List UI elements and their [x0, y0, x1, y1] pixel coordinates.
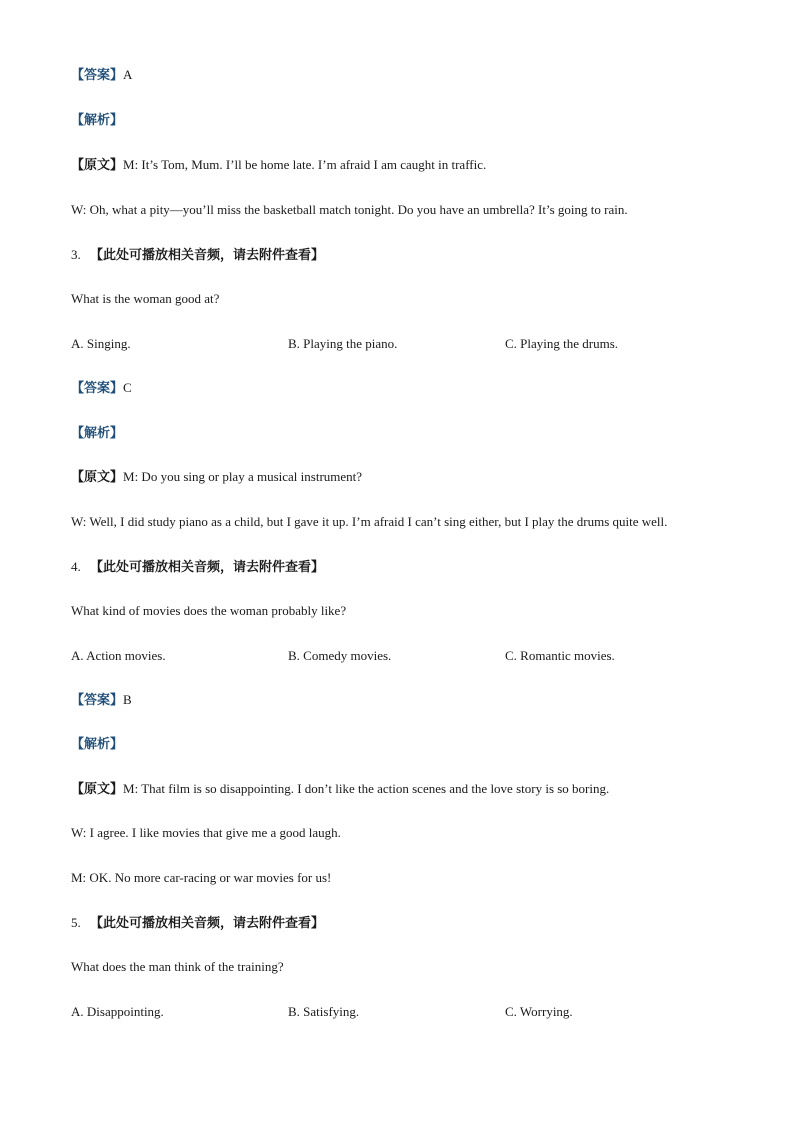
analysis-tag: 【解析】 [71, 737, 124, 752]
answer-tag: 【答案】 [71, 68, 124, 83]
answer-value: B [123, 692, 132, 707]
option-b: B. Satisfying. [288, 1004, 360, 1019]
question-number: 4. [71, 559, 81, 574]
option-c: C. Worrying. [505, 1004, 573, 1019]
option-a: A. Singing. [71, 336, 131, 351]
analysis-line [71, 425, 123, 442]
question-header [71, 915, 324, 932]
transcript-line: M: OK. No more car-racing or war movies for us! [71, 870, 332, 885]
option-c: C. Romantic movies. [505, 648, 615, 663]
transcript-line [71, 781, 609, 798]
transcript-text: M: Do you sing or play a musical instrument? [123, 469, 363, 484]
answer-tag: 【答案】 [71, 381, 124, 396]
transcript-tag: 【原文】 [71, 470, 124, 485]
option-a: A. Disappointing. [71, 1004, 164, 1019]
option-b: B. Playing the piano. [288, 336, 398, 351]
transcript-text: M: It’s Tom, Mum. I’ll be home late. I’m afraid I am caught in traffic. [123, 157, 487, 172]
analysis-line [71, 736, 123, 753]
audio-label: 【此处可播放相关音频，请去附件查看】 [90, 560, 325, 575]
transcript-line [71, 469, 362, 486]
question-text: What kind of movies does the woman probably like? [71, 603, 347, 618]
analysis-tag: 【解析】 [71, 426, 124, 441]
question-header [71, 559, 324, 576]
answer-line [71, 67, 132, 84]
question-number: 5. [71, 915, 81, 930]
answer-line [71, 380, 132, 397]
answer-tag: 【答案】 [71, 693, 124, 708]
answer-line [71, 692, 132, 709]
transcript-line: W: Well, I did study piano as a child, but I gave it up. I’m afraid I can’t sing either, but I play the drums quite well. [71, 514, 668, 529]
transcript-tag: 【原文】 [71, 782, 124, 797]
transcript-text: M: That film is so disappointing. I don’t like the action scenes and the love story is so boring. [123, 781, 610, 796]
transcript-line: W: Oh, what a pity—you’ll miss the basketball match tonight. Do you have an umbrella? It’s going to rain. [71, 202, 628, 217]
audio-label: 【此处可播放相关音频，请去附件查看】 [90, 248, 325, 263]
transcript-line: W: I agree. I like movies that give me a good laugh. [71, 825, 341, 840]
analysis-tag: 【解析】 [71, 113, 124, 128]
question-text: What is the woman good at? [71, 291, 220, 306]
option-c: C. Playing the drums. [505, 336, 619, 351]
question-text: What does the man think of the training? [71, 959, 284, 974]
transcript-line [71, 157, 486, 174]
question-header [71, 247, 324, 264]
option-b: B. Comedy movies. [288, 648, 392, 663]
analysis-line [71, 112, 123, 129]
transcript-tag: 【原文】 [71, 158, 124, 173]
answer-value: A [123, 67, 133, 82]
audio-label: 【此处可播放相关音频，请去附件查看】 [90, 916, 325, 931]
question-number: 3. [71, 247, 81, 262]
option-a: A. Action movies. [71, 648, 166, 663]
answer-value: C [123, 380, 132, 395]
